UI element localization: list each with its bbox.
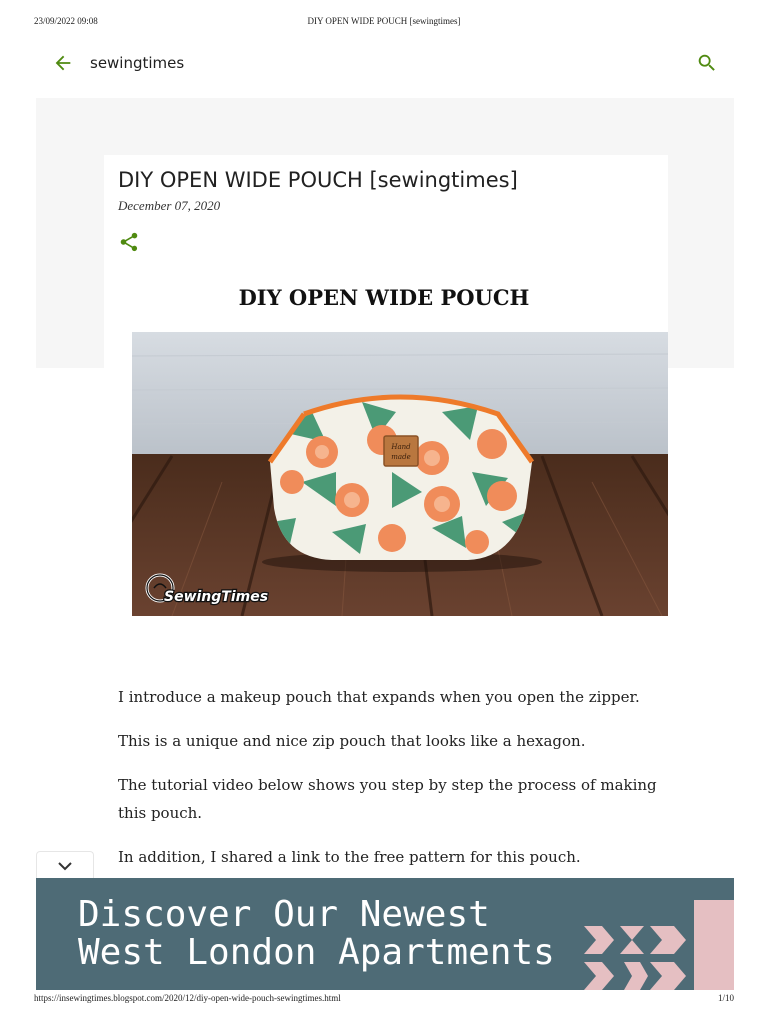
ad-headline-line2: West London Apartments xyxy=(78,932,555,973)
site-name-link[interactable]: sewingtimes xyxy=(90,54,185,72)
ad-decorative-pattern xyxy=(584,900,734,990)
svg-text:made: made xyxy=(391,453,411,461)
search-icon[interactable] xyxy=(696,52,718,74)
share-icon[interactable] xyxy=(118,231,140,253)
print-header xyxy=(0,16,768,30)
paragraph-unique: This is a unique and nice zip pouch that looks like a hexagon. xyxy=(118,732,586,750)
print-footer xyxy=(0,993,768,1007)
print-url: https://insewingtimes.blogspot.com/2020/12/diy-open-wide-pouch-sewingtimes.html xyxy=(34,993,341,1003)
pouch-photo xyxy=(132,332,668,616)
print-document-title: DIY OPEN WIDE POUCH [sewingtimes] xyxy=(307,16,461,26)
paragraph-intro: I introduce a makeup pouch that expands when you open the zipper. xyxy=(118,688,640,706)
post-date: December 07, 2020 xyxy=(118,198,221,213)
print-page-number: 1/10 xyxy=(717,993,734,1003)
chevron-down-icon xyxy=(57,858,73,877)
ad-banner[interactable] xyxy=(36,878,734,990)
ad-collapse-button[interactable] xyxy=(36,851,94,878)
svg-text:SewingTimes: SewingTimes xyxy=(164,589,269,605)
paragraph-pattern: In addition, I shared a link to the free pattern for this pouch. xyxy=(118,848,581,866)
top-app-bar xyxy=(36,44,734,84)
arrow-left-icon[interactable] xyxy=(52,52,74,74)
ad-headline-line1: Discover Our Newest xyxy=(78,894,490,935)
post-title: DIY OPEN WIDE POUCH [sewingtimes] xyxy=(118,168,518,192)
paragraph-tutorial: The tutorial video below shows you step by step the process of making this pouch. xyxy=(118,776,657,822)
svg-text:Hand: Hand xyxy=(391,443,411,451)
print-datetime: 23/09/2022 09:08 xyxy=(34,16,98,26)
post-heading: DIY OPEN WIDE POUCH xyxy=(238,285,530,310)
